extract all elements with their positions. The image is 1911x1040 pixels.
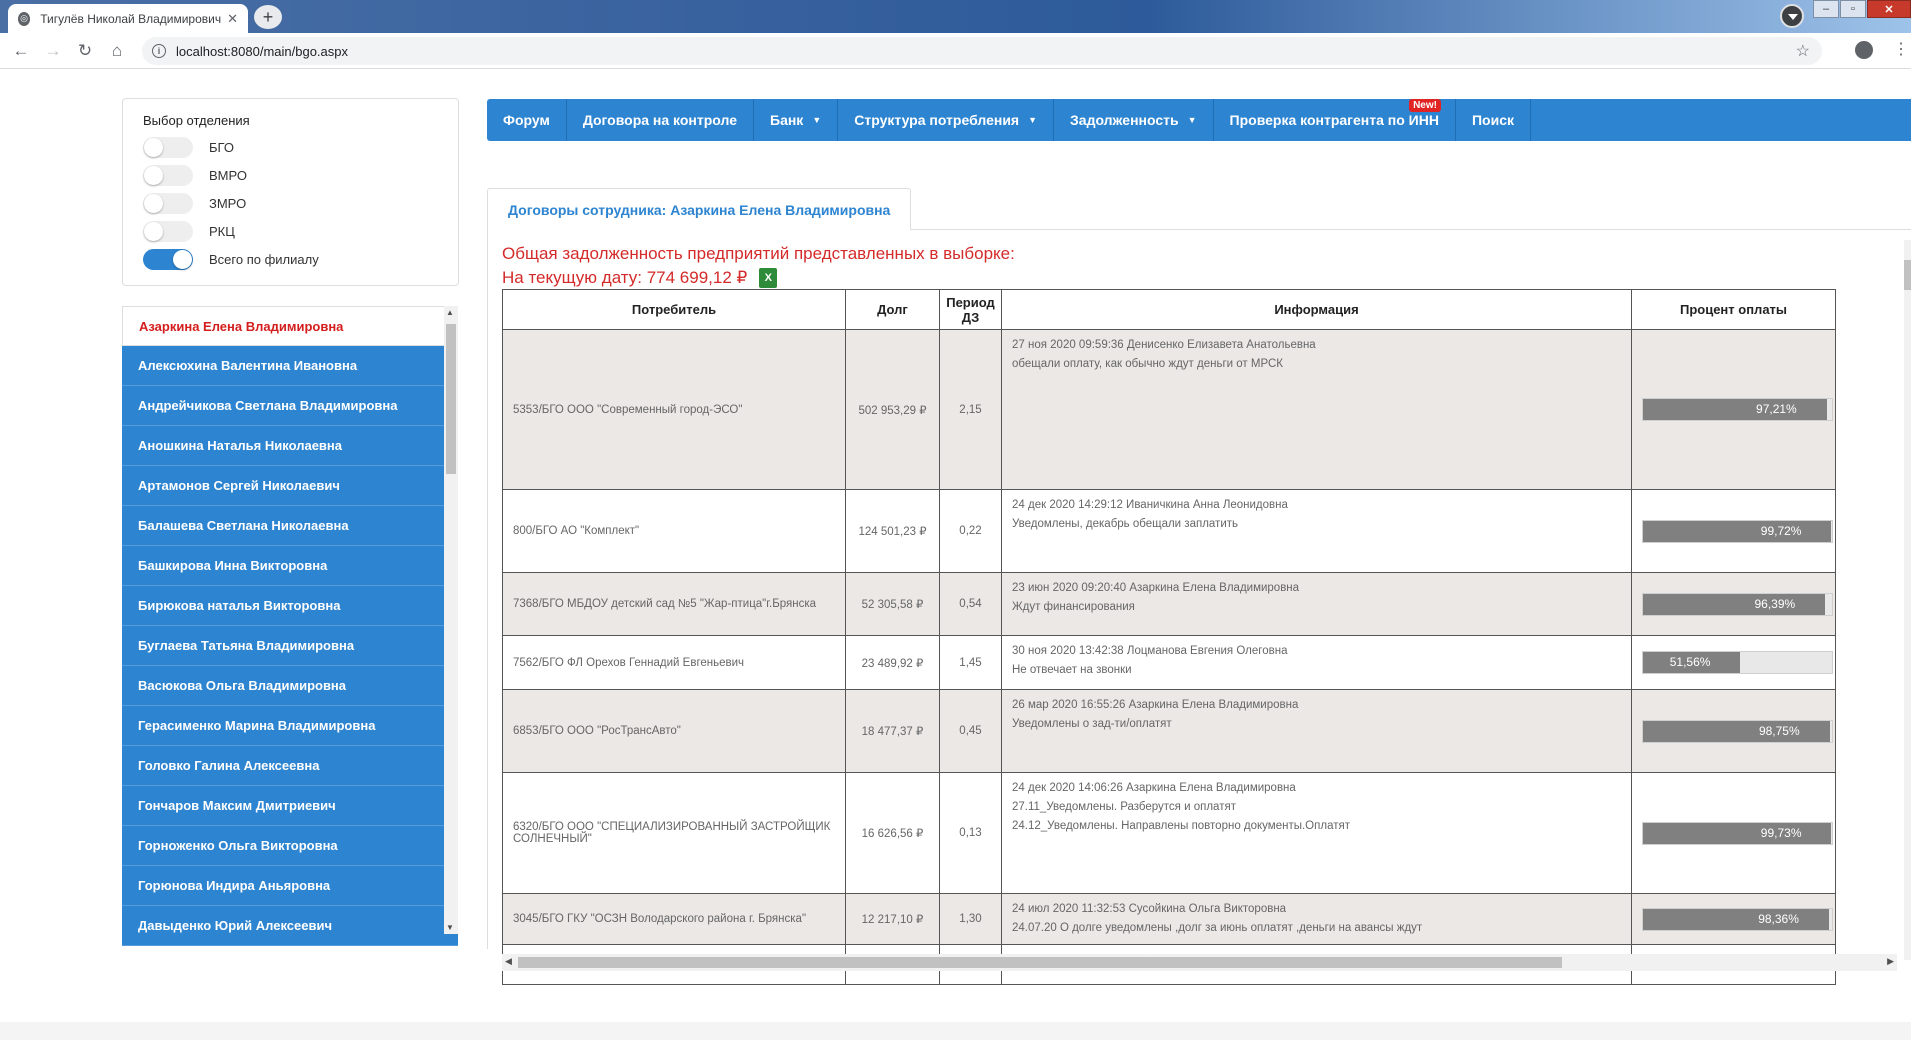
cell-debt: 502 953,29 ₽ [846,330,940,490]
header-info[interactable]: Информация [1002,290,1632,330]
employee-list-item[interactable]: Гончаров Максим Дмитриевич [122,786,458,826]
employee-list-item[interactable]: Аношкина Наталья Николаевна [122,426,458,466]
info-line: Уведомлены о зад-ти/оплатят [1012,718,1172,730]
cell-payment-percent [1632,573,1836,636]
browser-toolbar [0,33,1911,69]
info-line: 24 дек 2020 14:29:12 Иваничкина Анна Леонидовна [1012,499,1288,511]
cell-debt: 18 477,37 ₽ [846,690,940,773]
browser-tab[interactable] [8,4,248,33]
cell-info [1002,573,1632,636]
caret-down-icon: ▼ [812,115,822,125]
reload-icon[interactable]: ↻ [77,41,93,60]
header-payment-percent[interactable]: Процент оплаты [1632,290,1836,330]
scroll-up-icon[interactable]: ▲ [446,308,454,317]
cell-consumer: 7562/БГО ФЛ Орехов Геннадий Евгеньевич [503,636,846,690]
employee-list-item[interactable]: Головко Галина Алексеевна [122,746,458,786]
header-consumer[interactable]: Потребитель [503,290,846,330]
info-line: обещали оплату, как обычно ждут деньги от МРСК [1012,358,1283,370]
window-controls [1812,0,1911,18]
tab-divider [910,229,1911,230]
minimize-icon[interactable]: – [1813,0,1839,18]
address-bar[interactable] [142,37,1822,65]
new-badge: New! [1409,99,1441,112]
employee-list-item[interactable]: Давыденко Юрий Алексеевич [122,906,458,946]
employee-list-item[interactable]: Бирюкова наталья Викторовна [122,586,458,626]
info-line: 26 мар 2020 16:55:26 Азаркина Елена Владимировна [1012,699,1299,711]
department-label: ВМРО [209,167,247,183]
employee-list-item[interactable]: Герасименко Марина Владимировна [122,706,458,746]
excel-export-icon[interactable]: X [759,268,777,288]
browser-titlebar [0,0,1911,33]
info-line: 24.07.20 О долге уведомлены ,долг за июнь оплатят ,деньги на авансы ждут [1012,922,1423,934]
nav-item[interactable] [754,99,838,141]
scroll-thumb[interactable] [446,324,456,474]
scroll-down-icon[interactable]: ▼ [446,923,454,932]
department-option[interactable] [143,245,438,273]
scroll-left-icon[interactable]: ◀ [505,956,512,966]
contracts-table [502,289,1836,985]
department-label: РКЦ [209,223,235,239]
home-icon[interactable]: ⌂ [111,41,123,60]
caret-down-icon: ▼ [1028,115,1038,125]
info-line: 24 июл 2020 11:32:53 Сусойкина Ольга Викторовна [1012,903,1287,915]
toggle-switch[interactable] [143,165,193,186]
progress-label: 99,73% [1760,825,1802,840]
cell-debt: 124 501,23 ₽ [846,490,940,573]
progress-label: 98,75% [1758,723,1800,738]
progress-label: 99,72% [1760,523,1802,538]
url-text: localhost:8080/main/bgo.aspx [176,43,349,59]
nav-item-label: Договора на контроле [582,112,737,128]
employee-list-scrollbar[interactable] [444,306,458,934]
info-line: 23 июн 2020 09:20:40 Азаркина Елена Владимировна [1012,582,1300,594]
employee-list-item[interactable]: Башкирова Инна Викторовна [122,546,458,586]
table-row[interactable] [503,773,1836,894]
nav-item[interactable] [1456,99,1531,141]
cell-info [1002,894,1632,945]
cell-debt: 52 305,58 ₽ [846,573,940,636]
header-debt[interactable]: Долг [846,290,940,330]
summary-total [502,268,777,288]
table-row[interactable] [503,490,1836,573]
employee-list-item[interactable]: Горюнова Индира Аньяровна [122,866,458,906]
cell-period: 0,13 [940,773,1002,894]
employee-list-item[interactable]: Васюкова Ольга Владимировна [122,666,458,706]
horizontal-scrollbar[interactable] [502,954,1897,971]
info-line: 24 дек 2020 14:06:26 Азаркина Елена Владимировна [1012,782,1296,794]
nav-item[interactable] [567,99,754,141]
cell-info [1002,490,1632,573]
info-line: 30 ноя 2020 13:42:38 Лоцманова Евгения Олеговна [1012,645,1288,657]
forward-icon[interactable]: → [44,41,62,60]
nav-item-label: Поиск [1471,112,1514,128]
browser-menu-icon[interactable] [1780,4,1804,28]
cell-payment-percent [1632,690,1836,773]
department-option[interactable] [143,133,438,161]
info-line: 27 ноя 2020 09:59:36 Денисенко Елизавета Анатольевна [1012,339,1316,351]
account-icon[interactable] [1855,41,1873,59]
department-option[interactable] [143,217,438,245]
department-label: БГО [209,139,234,155]
page-scrollbar[interactable] [1904,240,1911,960]
toggle-switch[interactable] [143,137,193,158]
info-line: 24.12_Уведомлены. Направлены повторно документы.Оплатят [1012,820,1350,832]
close-icon[interactable]: ✕ [227,10,238,26]
kebab-menu-icon[interactable]: ⋮ [1893,41,1909,58]
cell-period: 0,45 [940,690,1002,773]
progress-label: 96,39% [1754,596,1796,611]
progress-bar [1642,398,1833,421]
cell-debt: 23 489,92 ₽ [846,636,940,690]
cell-payment-percent [1632,894,1836,945]
cell-info [1002,636,1632,690]
window-close-icon[interactable]: ✕ [1867,0,1911,18]
cell-consumer: 7368/БГО МБДОУ детский сад №5 "Жар-птица"г.Брянска [503,573,846,636]
page-footer-strip [0,1022,1911,1040]
nav-item[interactable] [1214,99,1456,141]
progress-label: 51,56% [1669,655,1711,669]
table-row[interactable] [503,636,1836,690]
progress-bar [1642,822,1833,845]
cell-payment-percent [1632,636,1836,690]
nav-item[interactable] [487,99,567,141]
department-title: Выбор отделения [143,113,250,128]
nav-item[interactable] [838,99,1054,141]
back-icon[interactable]: ← [12,41,30,60]
info-line: Ждут финансирования [1012,601,1135,613]
cell-consumer: 3045/БГО ГКУ "ОСЗН Володарского района г. Брянска" [503,894,846,945]
toggle-switch[interactable] [143,249,193,270]
employee-list-item[interactable]: Андрейчикова Светлана Владимировна [122,386,458,426]
progress-bar [1642,520,1833,543]
cell-consumer: 6320/БГО ООО "СПЕЦИАЛИЗИРОВАННЫЙ ЗАСТРОЙЩИК СОЛНЕЧНЫЙ" [503,773,846,894]
progress-bar [1642,720,1833,743]
cell-payment-percent [1632,773,1836,894]
header-period[interactable]: Период ДЗ [940,290,1002,330]
tab-employee-contracts[interactable]: Договоры сотрудника: Азаркина Елена Владимировна [487,188,911,230]
info-line: 27.11_Уведомлены. Разберутся и оплатят [1012,801,1236,813]
maximize-icon[interactable]: ▫ [1840,0,1866,18]
info-line: Не отвечает на звонки [1012,664,1132,676]
cell-period: 1,45 [940,636,1002,690]
department-option[interactable] [143,161,438,189]
department-label: Всего по филиалу [209,251,319,267]
nav-item-label: Форум [503,112,550,128]
nav-item-label: Проверка контрагента по ИНН [1229,112,1439,128]
scroll-thumb[interactable] [518,957,1562,968]
cell-consumer: 800/БГО АО "Комплект" [503,490,846,573]
toggle-switch[interactable] [143,193,193,214]
cell-period: 0,54 [940,573,1002,636]
progress-bar [1642,651,1833,674]
nav-item-label: Структура потребления [854,112,1020,128]
cell-period: 0,22 [940,490,1002,573]
cell-info [1002,773,1632,894]
cell-payment-percent [1632,330,1836,490]
cell-period: 1,30 [940,894,1002,945]
employee-list-item[interactable]: Горноженко Ольга Викторовна [122,826,458,866]
new-tab-button[interactable]: + [254,5,282,29]
table-header-row [503,290,1836,330]
scroll-right-icon[interactable]: ▶ [1887,956,1894,966]
cell-info [1002,330,1632,490]
star-icon[interactable]: ☆ [1795,43,1810,60]
main-navigation [487,99,1911,141]
cell-consumer: 6853/БГО ООО "РосТрансАвто" [503,690,846,773]
cell-info [1002,690,1632,773]
toggle-switch[interactable] [143,221,193,242]
department-label: ЗМРО [209,195,247,211]
cell-consumer: 5353/БГО ООО "Современный город-ЭСО" [503,330,846,490]
tab-title: Тигулёв Николай Владимирович [40,11,222,26]
department-selector [122,98,459,286]
cell-debt: 12 217,10 ₽ [846,894,940,945]
progress-label: 97,21% [1756,402,1797,416]
contracts-table-container [502,289,1897,950]
employee-list-item[interactable]: Буглаева Татьяна Владимировна [122,626,458,666]
caret-down-icon: ▼ [1187,115,1197,125]
table-row[interactable] [503,894,1836,945]
globe-icon: ◎ [18,12,30,26]
progress-bar [1642,593,1833,616]
nav-item-label: Задолженность [1070,112,1179,128]
summary-heading: Общая задолженность предприятий представленных в выборке: [502,244,1015,263]
nav-item[interactable] [1054,99,1214,141]
employee-list-item[interactable]: Алексюхина Валентина Ивановна [122,346,458,386]
table-row[interactable] [503,330,1836,490]
table-row[interactable] [503,690,1836,773]
progress-label: 98,36% [1758,911,1799,926]
panel-border [487,229,488,949]
progress-bar [1642,908,1833,931]
cell-period: 2,15 [940,330,1002,490]
cell-debt: 16 626,56 ₽ [846,773,940,894]
employee-list [122,306,458,934]
employee-list-item[interactable]: Балашева Светлана Николаевна [122,506,458,546]
table-row[interactable] [503,573,1836,636]
nav-item-label: Банк [770,112,804,128]
cell-payment-percent [1632,490,1836,573]
department-option[interactable] [143,189,438,217]
info-line: Уведомлены, декабрь обещали заплатить [1012,518,1238,530]
summary-total-text: На текущую дату: 774 699,12 ₽ [502,268,748,287]
info-icon[interactable]: i [152,44,166,58]
employee-list-item[interactable]: Артамонов Сергей Николаевич [122,466,458,506]
employee-list-item[interactable]: Азаркина Елена Владимировна [122,306,458,346]
